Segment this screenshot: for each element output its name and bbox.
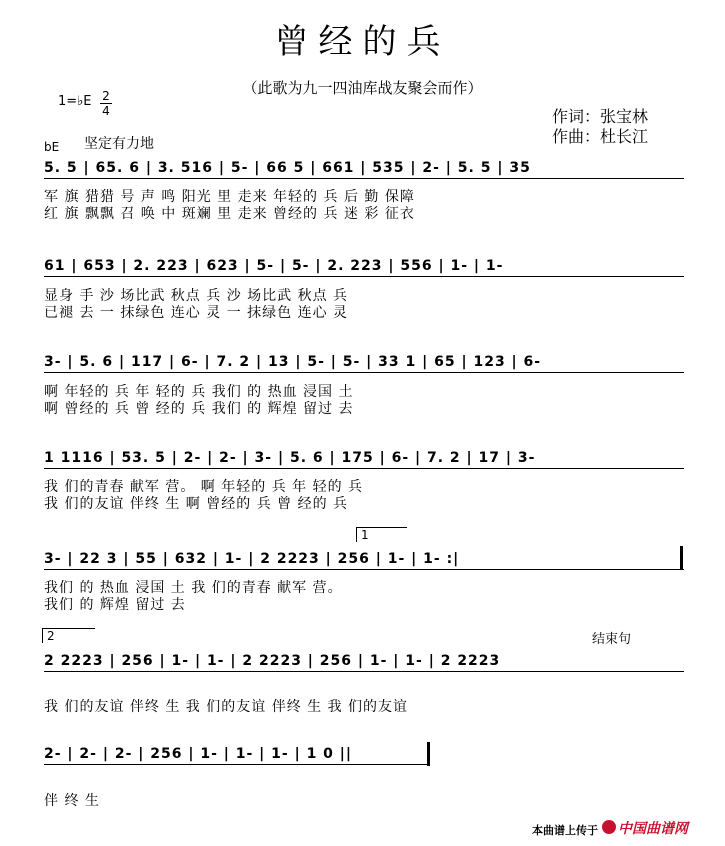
lyrics-row-7: 伴 终 生 [44,793,100,809]
lyrics-row-3-verse-1: 啊 年轻的 兵 年 轻的 兵 我们 的 热血 浸国 土 [44,384,354,400]
key-mark: bE [44,140,60,154]
site-logo-icon [602,820,616,834]
lyrics-row-1-verse-2: 红 旗 飘飘 召 唤 中 斑斓 里 走来 曾经的 兵 迷 彩 征衣 [44,206,415,222]
beam-line-row-6 [44,671,684,672]
key-signature: 1=♭E [58,94,92,109]
subtitle: （此歌为九一四油库战友聚会而作） [242,79,483,97]
lyrics-row-5-verse-1: 我们 的 热血 浸国 土 我 们的青春 献军 营。 [44,580,343,596]
beam-line-row-2 [44,276,684,277]
final-barline [427,742,430,766]
lyrics-row-4-verse-2: 我 们的友谊 伴终 生 啊 曾经的 兵 曾 经的 兵 [44,496,349,512]
lyrics-row-4-verse-1: 我 们的青春 献军 营。 啊 年轻的 兵 年 轻的 兵 [44,479,364,495]
ending-label: 结束句 [592,632,632,647]
footer-text: 本曲谱上传于 [532,824,598,837]
notation-row-5: 3- | 22 3 | 55 | 632 | 1- | 2 2223 | 256 | 1- | 1- :| [44,551,460,567]
time-bottom: 4 [102,104,110,118]
site-logo: 中国曲谱网 [618,821,688,837]
lyrics-row-2-verse-1: 显身 手 沙 场比武 秋点 兵 沙 场比武 秋点 兵 [44,288,349,304]
notation-row-1: 5. 5 | 65. 6 | 3. 516 | 5- | 66 5 | 661 | 535 | 2- | 5. 5 | 35 [44,160,531,176]
beam-line-row-1 [44,178,684,179]
notation-row-7: 2- | 2- | 2- | 256 | 1- | 1- | 1- | 1 0 || [44,746,353,762]
beam-line-row-7 [44,764,429,765]
beam-line-row-3 [44,372,684,373]
lyrics-row-3-verse-2: 啊 曾经的 兵 曾 经的 兵 我们 的 辉煌 留过 去 [44,401,354,417]
notation-row-2: 61 | 653 | 2. 223 | 623 | 5- | 5- | 2. 223 | 556 | 1- | 1- [44,258,504,274]
lyrics-row-6: 我 们的友谊 伴终 生 我 们的友谊 伴终 生 我 们的友谊 [44,699,409,715]
beam-line-row-5 [44,569,684,570]
composer: 作曲：杜长江 [552,127,649,146]
volta-2: 2 [42,628,95,643]
notation-row-3: 3- | 5. 6 | 117 | 6- | 7. 2 | 13 | 5- | 5- | 33 1 | 65 | 123 | 6- [44,354,542,370]
lyrics-row-1-verse-1: 军 旗 猎猎 号 声 鸣 阳光 里 走来 年轻的 兵 后 勤 保障 [44,189,415,205]
volta-1: 1 [356,527,407,542]
notation-row-4: 1 1116 | 53. 5 | 2- | 2- | 3- | 5. 6 | 175 | 6- | 7. 2 | 17 | 3- [44,450,536,466]
time-signature [100,90,112,117]
lyrics-row-2-verse-2: 已褪 去 一 抹绿色 连心 灵 一 抹绿色 连心 灵 [44,305,349,321]
tempo-marking: 坚定有力地 [84,136,154,152]
beam-line-row-4 [44,468,684,469]
page-title: 曾经的兵 [274,22,451,62]
time-top: 2 [102,89,110,103]
repeat-end-barline [680,546,683,570]
lyricist: 作词：张宝林 [552,107,649,126]
lyrics-row-5-verse-2: 我们 的 辉煌 留过 去 [44,597,186,613]
notation-row-6: 2 2223 | 256 | 1- | 1- | 2 2223 | 256 | 1- | 1- | 2 2223 [44,653,501,669]
